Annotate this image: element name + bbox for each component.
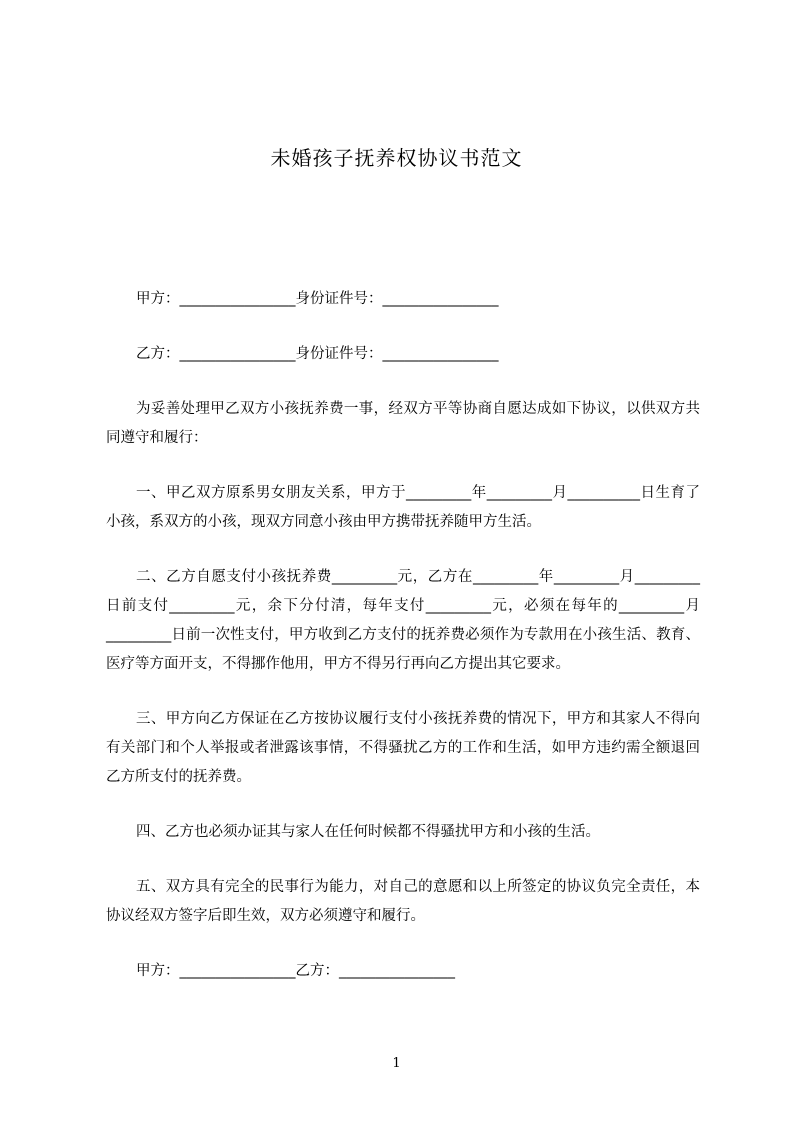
party-a-line: 甲方：________________身份证件号：________________ bbox=[136, 291, 499, 307]
clause-4: 四、乙方也必须办证其与家人在任何时候都不得骚扰甲方和小孩的生活。 bbox=[136, 824, 600, 840]
party-b-line: 乙方：________________身份证件号：________________ bbox=[136, 346, 499, 362]
clause-2: 二、乙方自愿支付小孩抚养费_________元，乙方在_________年_________月_________日前支付_________元，余下分付清，每年支付_________元，必须在每年的_________月_________日前一次性支付，甲方收到乙方支付的抚养费必须作为专款用在小孩生活、教育、医疗等方面开支，不得挪作他用，甲方不得另行再向乙方提出其它要求。 bbox=[106, 569, 700, 672]
intro-paragraph: 为妥善处理甲乙双方小孩抚养费一事，经双方平等协商自愿达成如下协议，以供双方共同遵守和履行： bbox=[106, 401, 700, 446]
document-body bbox=[106, 285, 700, 986]
page-number: 1 bbox=[392, 1056, 401, 1071]
signature-line: 甲方：________________乙方：________________ bbox=[136, 963, 455, 979]
clause-1: 一、甲乙双方原系男女朋友关系，甲方于_________年_________月__________日生育了小孩，系双方的小孩，现双方同意小孩由甲方携带抚养随甲方生活。 bbox=[106, 485, 700, 530]
clause-5: 五、双方具有完全的民事行为能力，对自己的意愿和以上所签定的协议负完全责任，本协议经双方签字后即生效，双方必须遵守和履行。 bbox=[106, 879, 700, 924]
document-title: 未婚孩子抚养权协议书范文 bbox=[270, 146, 523, 170]
clause-3: 三、甲方向乙方保证在乙方按协议履行支付小孩抚养费的情况下，甲方和其家人不得向有关部门和个人举报或者泄露该事情，不得骚扰乙方的工作和生活，如甲方违约需全额退回乙方所支付的抚养费。 bbox=[106, 711, 700, 785]
